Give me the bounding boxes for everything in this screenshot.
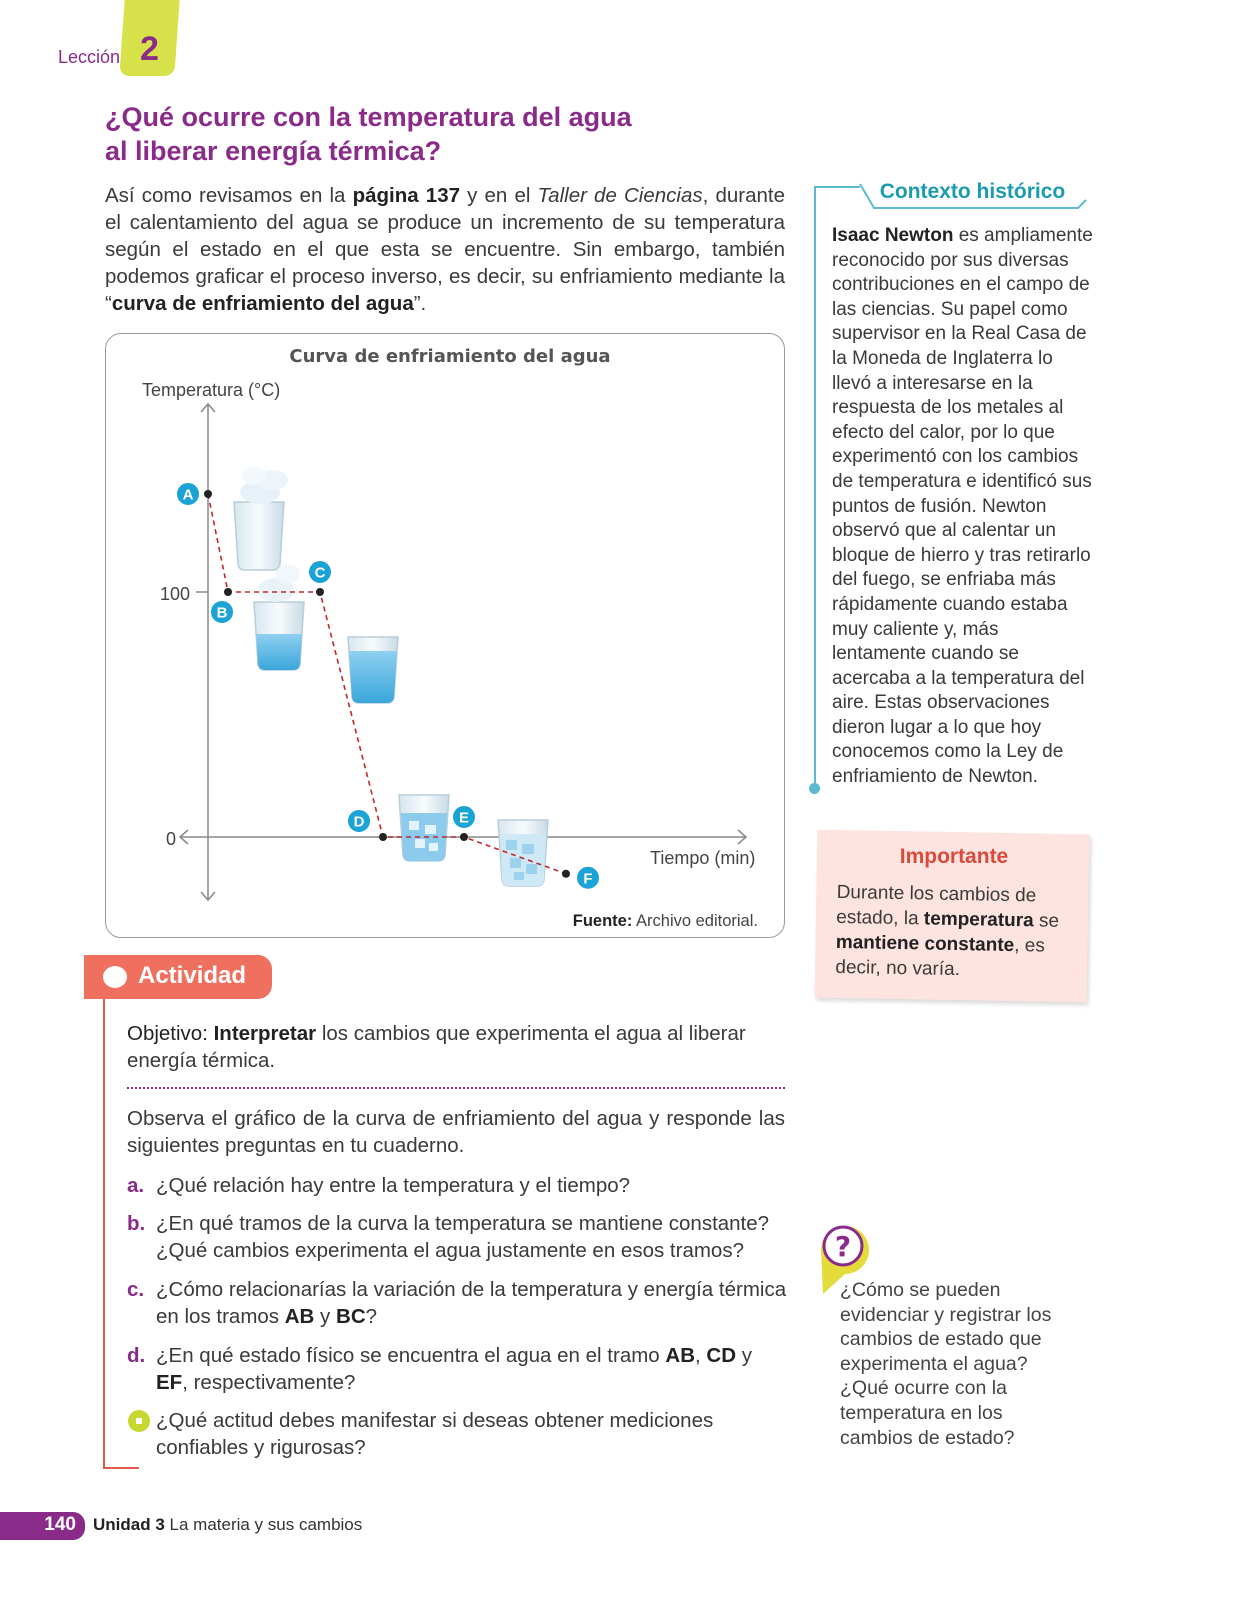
point-label-e: E bbox=[458, 809, 470, 827]
context-frame-line bbox=[814, 186, 816, 786]
unit-title: Unidad 3 La materia y sus cambios bbox=[93, 1515, 363, 1534]
speech-bubble-icon bbox=[103, 966, 127, 988]
lesson-number: 2 bbox=[140, 30, 159, 68]
beaker-boiling bbox=[254, 564, 304, 670]
question-b: b. ¿En qué tramos de la curva la temperatura se mantiene constante? ¿Qué cambios experimenta el agua justamente en esos tramos? bbox=[127, 1212, 770, 1262]
activity-label: Actividad bbox=[138, 962, 247, 989]
activity-objective: Objetivo: Interpretar los cambios que experimenta el agua al liberar energía térmica. bbox=[127, 1022, 746, 1072]
page-number: 140 bbox=[44, 1514, 76, 1535]
context-body: Isaac Newton es ampliamente reconocido por sus diversas contribuciones en el campo de las ciencias. Su papel como supervisor en la Real Casa de la Moneda de Inglaterra lo llevó a interesarse en la respuesta de los metales al efecto del calor, por lo que experimentó con los cambios de temperatura e identificó sus puntos de fusión. Newton observó que al calentar un bloque de hierro y tras retirarlo del fuego, se enfriaba más rápidamente cuando estaba muy caliente y, más lentamente cuando se acercaba a la temperatura del aire. Estas observaciones dieron lugar a lo que hoy conocemos como la Ley de enfriamiento de Newton. bbox=[832, 225, 1093, 788]
y-axis-label: Temperatura (°C) bbox=[142, 380, 281, 400]
point-d bbox=[379, 833, 387, 841]
point-f bbox=[562, 870, 570, 878]
lesson-label: Lección bbox=[58, 47, 121, 67]
point-label-a: A bbox=[182, 486, 194, 504]
question-a: a. ¿Qué relación hay entre la temperatura y el tiempo? bbox=[127, 1174, 631, 1197]
chart-svg bbox=[106, 334, 784, 937]
question-d: d. ¿En qué estado físico se encuentra el agua en el tramo AB, CD y EF, respectivamente? bbox=[127, 1344, 752, 1394]
beaker-liquid bbox=[348, 637, 398, 703]
point-label-b: B bbox=[216, 604, 228, 622]
context-frame-top bbox=[814, 186, 860, 188]
activity-instruction: Observa el gráfico de la curva de enfriamiento del agua y responde las siguientes preguntas en tu cuaderno. bbox=[127, 1107, 785, 1157]
x-axis-label: Tiempo (min) bbox=[650, 848, 756, 868]
intro-paragraph: Así como revisamos en la página 137 y en el Taller de Ciencias, durante el calentamiento del agua se produce un incremento de su temperatura según el estado en el que esta se encuentre. Sin embargo, también podemos graficar el proceso inverso, es decir, su enfriamiento mediante la “curva de enfriamiento del agua”. bbox=[105, 184, 785, 315]
point-c bbox=[316, 588, 324, 596]
svg-text:?: ? bbox=[834, 1230, 852, 1263]
point-b bbox=[224, 588, 232, 596]
point-label-c: C bbox=[314, 564, 326, 582]
activity-frame-line bbox=[103, 999, 105, 1469]
y-tick-0: 0 bbox=[165, 829, 176, 849]
activity-frame-foot bbox=[103, 1467, 139, 1469]
important-title: Importante bbox=[899, 845, 1009, 868]
cooling-curve-chart bbox=[105, 333, 785, 938]
point-label-f: F bbox=[583, 870, 593, 888]
question-c: c. ¿Cómo relacionarías la variación de la temperatura y energía térmica en los tramos AB y BC? bbox=[127, 1278, 787, 1328]
y-tick-100: 100 bbox=[159, 584, 190, 604]
context-frame-dot bbox=[809, 783, 820, 794]
beaker-vapor bbox=[234, 467, 288, 570]
point-a bbox=[204, 490, 212, 498]
point-label-d: D bbox=[353, 813, 365, 831]
dotted-divider bbox=[127, 1087, 785, 1089]
beaker-ice bbox=[498, 820, 548, 886]
question-attitude: ¿Qué actitud debes manifestar si deseas obtener mediciones confiables y rigurosas? bbox=[156, 1409, 714, 1459]
context-title: Contexto histórico bbox=[879, 180, 1066, 203]
beaker-freezing bbox=[399, 795, 449, 861]
important-body: Durante los cambios de estado, la temperatura se mantiene constante, es decir, no varía. bbox=[835, 881, 1060, 981]
chart-title: Curva de enfriamiento del agua bbox=[289, 346, 611, 367]
page-title: ¿Qué ocurre con la temperatura del agua al liberar energía térmica? bbox=[105, 102, 632, 166]
chart-source: Fuente: Archivo editorial. bbox=[572, 912, 758, 930]
side-question-text: ¿Cómo se pueden evidenciar y registrar los cambios de estado que experimenta el agua? ¿Qué ocurre con la temperatura en los cambios de estado? bbox=[840, 1279, 1052, 1449]
point-e bbox=[460, 833, 468, 841]
